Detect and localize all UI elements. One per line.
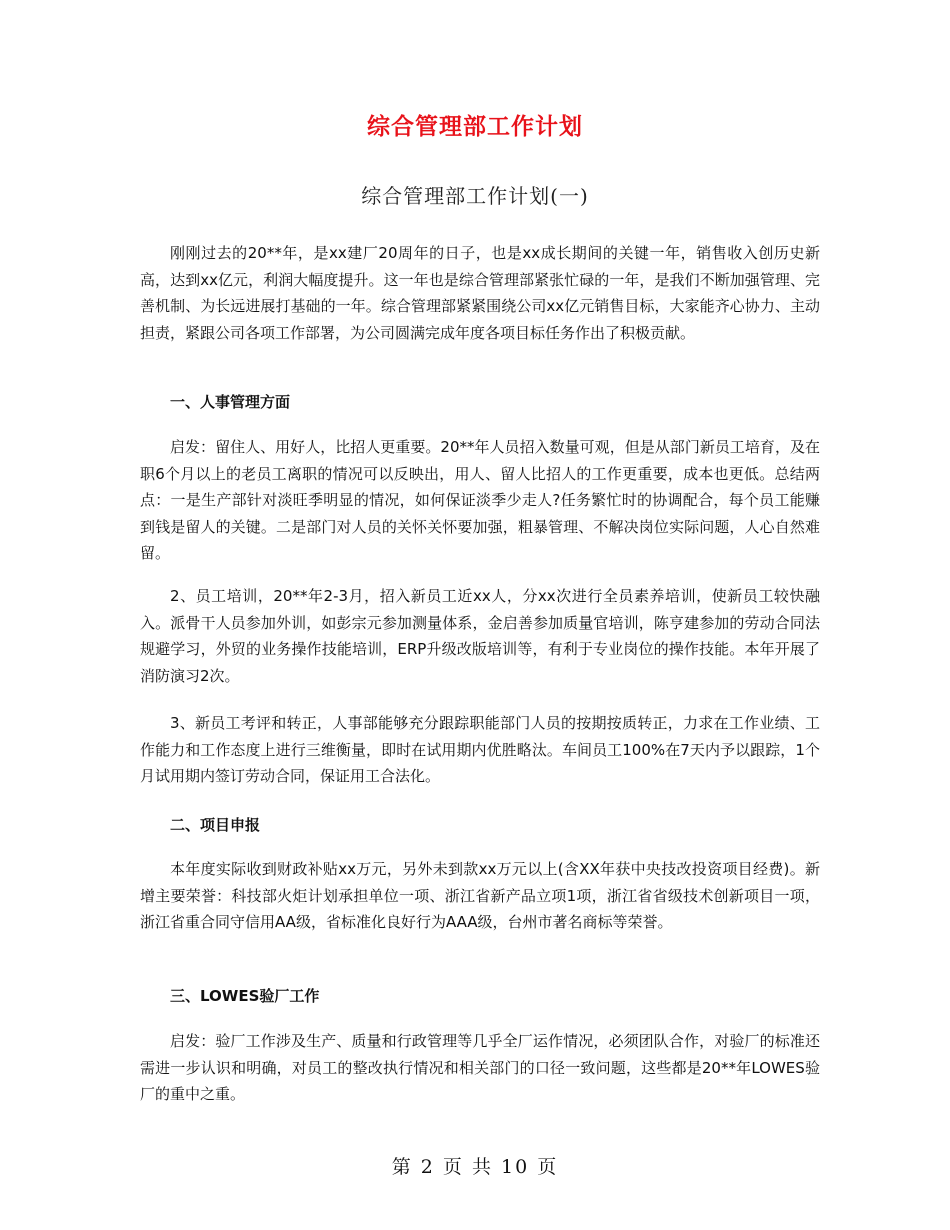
section-3-paragraph-1: 启发：验厂工作涉及生产、质量和行政管理等几乎全厂运作情况，必须团队合作，对验厂的标准还需进一步认识和明确，对员工的整改执行情况和相关部门的口径一致问题，这些都是20**年LOWES验厂的重中之重。 [140,1032,820,1103]
section-1-heading-block [140,389,820,416]
section-2-p1-block [140,856,820,936]
section-1-paragraph-1: 启发：留住人、用好人，比招人更重要。20**年人员招入数量可观，但是从部门新员工培育，及在职6个月以上的老员工离职的情况可以反映出，用人、留人比招人的工作更重要，成本也更低。总结两点：一是生产部针对淡旺季明显的情况，如何保证淡季少走人?任务繁忙时的协调配合，每个员工能赚到钱是留人的关键。二是部门对人员的关怀关怀要加强，粗暴管理、不解决岗位实际问题，人心自然难留。 [140,438,820,562]
section-1-paragraph-2: 2、员工培训，20**年2-3月，招入新员工近xx人，分xx次进行全员素养培训，使新员工较快融入。派骨干人员参加外训，如彭宗元参加测量体系，金启善参加质量官培训，陈亨建参加的劳动合同法规避学习，外贸的业务操作技能培训，ERP升级改版培训等，有利于专业岗位的操作技能。本年开展了消防演习2次。 [140,587,820,685]
section-2-heading-block [140,812,820,839]
section-1-p1-block [140,434,820,567]
section-1-p3-block [140,710,820,790]
section-3-heading-block [140,983,820,1010]
section-1-heading: 一、人事管理方面 [170,393,291,411]
document-title: 综合管理部工作计划 [367,114,583,140]
section-1-paragraph-3: 3、新员工考评和转正，人事部能够充分跟踪职能部门人员的按期按质转正，力求在工作业绩、工作能力和工作态度上进行三维衡量，即时在试用期内优胜略汰。车间员工100%在7天内予以跟踪，1个月试用期内签订劳动合同，保证用工合法化。 [140,714,820,785]
section-2-heading: 二、项目申报 [170,816,261,834]
intro-paragraph: 刚刚过去的20**年，是xx建厂20周年的日子，也是xx成长期间的关键一年，销售收入创历史新高，达到xx亿元，利润大幅度提升。这一年也是综合管理部紧张忙碌的一年，是我们不断加强管理、完善机制、为长远进展打基础的一年。综合管理部紧紧围绕公司xx亿元销售目标，大家能齐心协力、主动担责，紧跟公司各项工作部署，为公司圆满完成年度各项目标任务作出了积极贡献。 [140,244,820,342]
section-2-paragraph-1: 本年度实际收到财政补贴xx万元，另外未到款xx万元以上(含XX年获中央技改投资项目经费)。新增主要荣誉：科技部火炬计划承担单位一项、浙江省新产品立项1项，浙江省省级技术创新项目一项，浙江省重合同守信用AA级，省标准化良好行为AAA级，台州市著名商标等荣誉。 [140,860,820,931]
document-subtitle: 综合管理部工作计划(一) [361,184,589,208]
page-footer: 第 2 页 共 10 页 [391,1156,559,1178]
section-3-heading: 三、LOWES验厂工作 [170,987,320,1005]
intro-block [140,240,820,346]
section-3-p1-block [140,1028,820,1108]
section-1-p2-block [140,583,820,689]
